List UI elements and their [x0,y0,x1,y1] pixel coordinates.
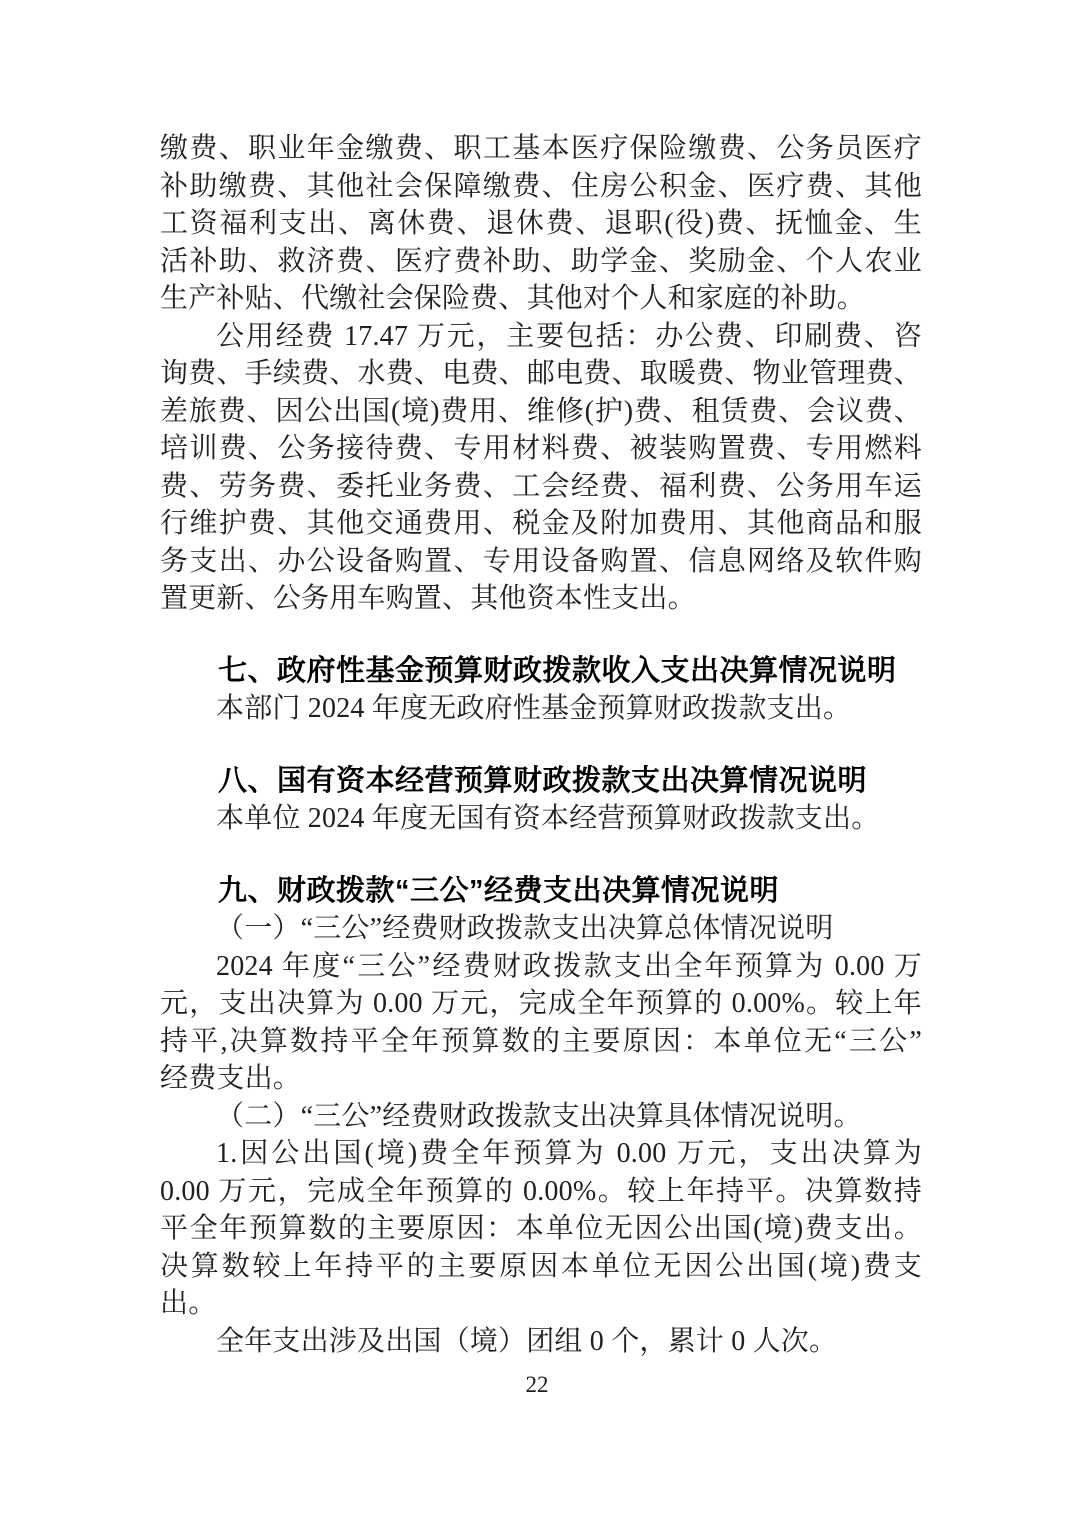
text-line: 差旅费、因公出国(境)费用、维修(护)费、租赁费、会议费、 [160,395,922,427]
text-line: 0.00 万元，完成全年预算的 0.00%。较上年持平。决算数持 [160,1175,922,1207]
text-line: 活补助、救济费、医疗费补助、助学金、奖励金、个人农业 [160,245,922,277]
text-line: 本部门 2024 年度无政府性基金预算财政拨款支出。 [216,693,852,724]
page-number: 22 [525,1372,549,1397]
section-heading-8: 八、国有资本经营预算财政拨款支出决算情况说明 [218,764,868,797]
text-line: 置更新、公务用车购置、其他资本性支出。 [160,583,696,614]
section-heading-7: 七、政府性基金预算财政拨款收入支出决算情况说明 [218,654,897,687]
text-line: 全年支出涉及出国（境）团组 0 个，累计 0 人次。 [216,1325,838,1357]
text-line: 工资福利支出、离休费、退休费、退职(役)费、抚恤金、生 [160,208,922,239]
text-line: 生产补贴、代缴社会保险费、其他对个人和家庭的补助。 [160,283,866,314]
text-line: 缴费、职业年金缴费、职工基本医疗保险缴费、公务员医疗 [160,133,922,164]
text-line: 持平,决算数持平全年预算数的主要原因：本单位无“三公” [160,1025,922,1057]
subsection-heading-9-1: （一）“三公”经费财政拨款支出决算总体情况说明 [216,913,834,944]
text-line: 公用经费 17.47 万元，主要包括：办公费、印刷费、咨 [216,320,922,352]
text-line: 元，支出决算为 0.00 万元，完成全年预算的 0.00%。较上年 [160,988,922,1019]
text-line: 本单位 2024 年度无国有资本经营预算财政拨款支出。 [216,803,880,834]
text-line: 2024 年度“三公”经费财政拨款支出全年预算为 0.00 万 [216,950,922,982]
text-line: 经费支出。 [160,1063,302,1094]
text-line: 询费、手续费、水费、电费、邮电费、取暖费、物业管理费、 [160,358,922,389]
text-line: 行维护费、其他交通费用、税金及附加费用、其他商品和服 [160,508,922,539]
text-line: 1.因公出国(境)费全年预算为 0.00 万元，支出决算为 [216,1138,922,1169]
text-line: 出。 [160,1288,217,1319]
text-block [160,130,922,1360]
text-line: 平全年预算数的主要原因：本单位无因公出国(境)费支出。 [160,1213,922,1244]
section-heading-9: 九、财政拨款“三公”经费支出决算情况说明 [218,874,780,907]
text-line: 费、劳务费、委托业务费、工会经费、福利费、公务用车运 [160,470,922,502]
text-line: 培训费、公务接待费、专用材料费、被装购置费、专用燃料 [160,433,922,464]
text-line: 决算数较上年持平的主要原因本单位无因公出国(境)费支 [160,1250,922,1282]
text-line: 补助缴费、其他社会保障缴费、住房公积金、医疗费、其他 [160,170,922,202]
text-line: 务支出、办公设备购置、专用设备购置、信息网络及软件购 [160,545,922,577]
subsection-heading-9-2: （二）“三公”经费财政拨款支出决算具体情况说明。 [216,1100,862,1132]
